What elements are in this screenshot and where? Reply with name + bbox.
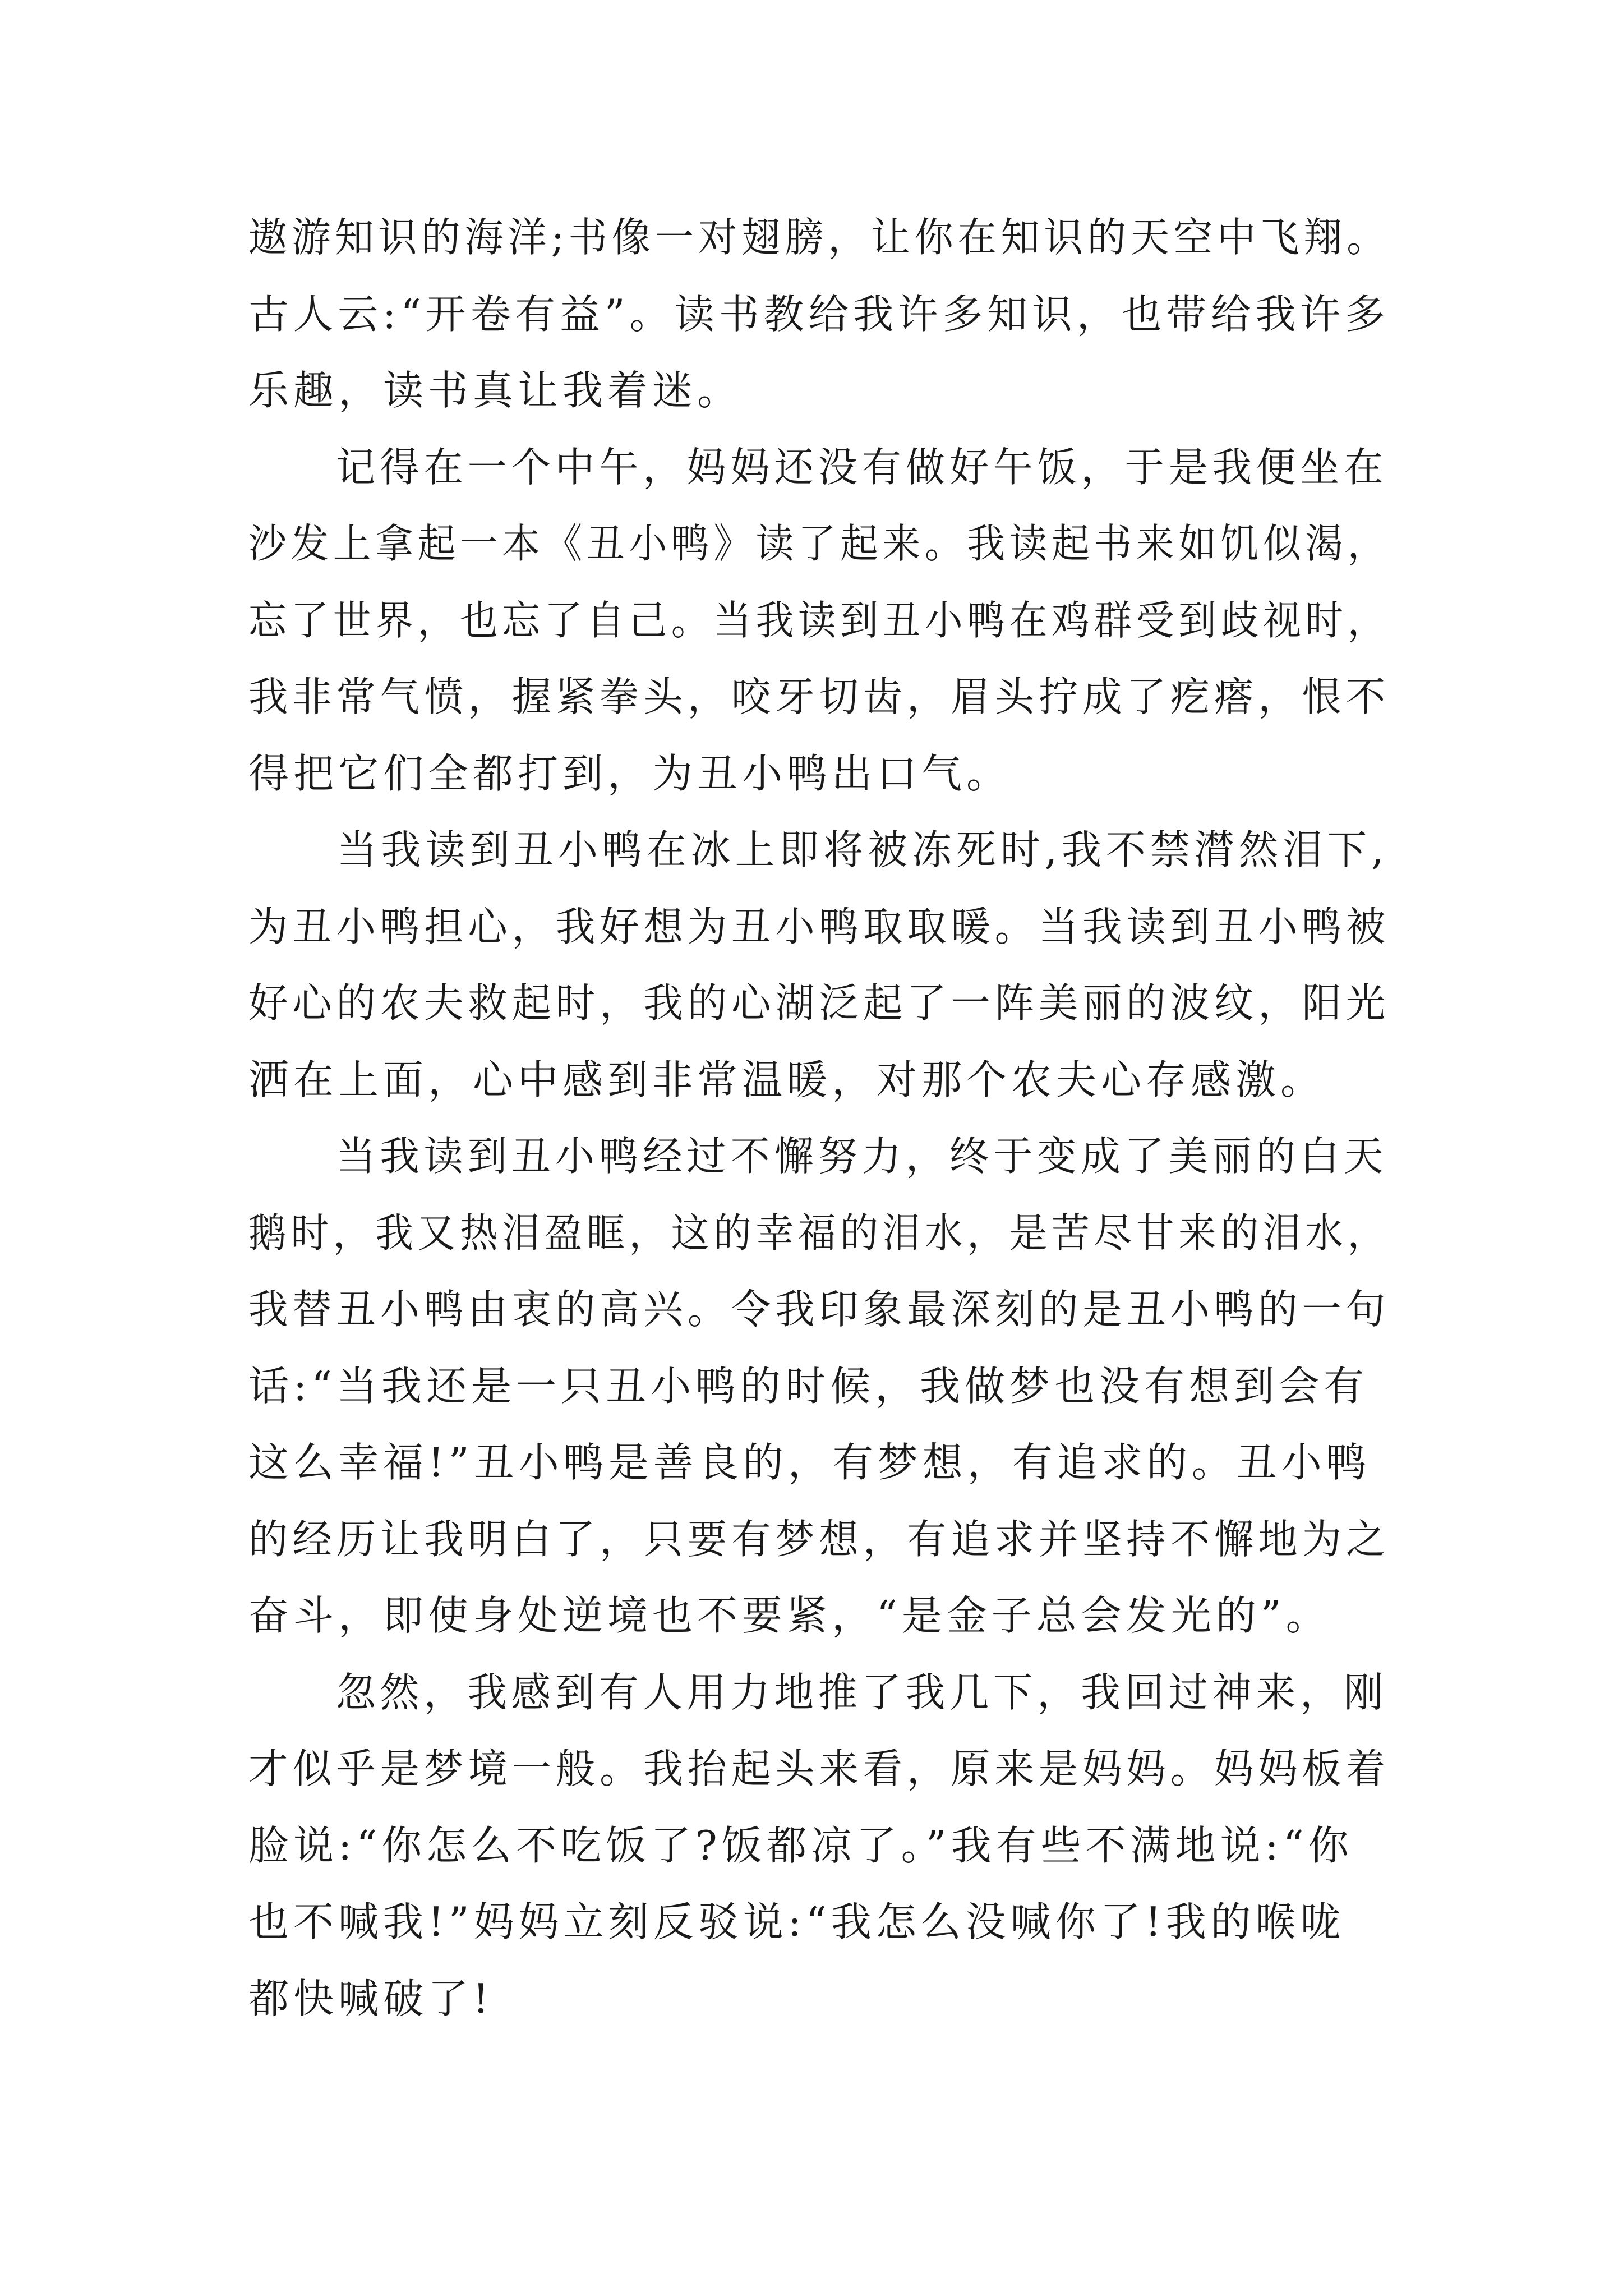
text-line: 为丑小鸭担心，我好想为丑小鸭取取暖。当我读到丑小鸭被 [248,903,1390,950]
text-line: 奋斗，即使身处逆境也不要紧，“是金子总会发光的”。 [248,1592,1331,1639]
text-line: 沙发上拿起一本《丑小鸭》读了起来。我读起书来如饥似渴， [248,520,1390,567]
text-line: 古人云:“开卷有益”。读书教给我许多知识，也带给我许多 [248,290,1390,338]
essay-text [248,199,1390,2037]
text-line: 才似乎是梦境一般。我抬起头来看，原来是妈妈。妈妈板着 [248,1745,1390,1792]
text-line: 我非常气愤，握紧拳头，咬牙切齿，眉头拧成了疙瘩，恨不 [248,673,1390,720]
text-line: 这么幸福!”丑小鸭是善良的，有梦想，有追求的。丑小鸭 [248,1439,1371,1486]
text-line: 话:“当我还是一只丑小鸭的时候，我做梦也没有想到会有 [248,1362,1369,1410]
paragraph-first-line: 当我读到丑小鸭在冰上即将被冻死时,我不禁潸然泪下, [336,826,1389,873]
text-line: 我替丑小鸭由衷的高兴。令我印象最深刻的是丑小鸭的一句 [248,1286,1390,1333]
text-line: 都快喊破了! [248,1975,494,2022]
paragraph-first-line: 当我读到丑小鸭经过不懈努力，终于变成了美丽的白天 [336,1133,1388,1180]
text-line: 得把它们全都打到，为丑小鸭出口气。 [248,749,1012,797]
text-line: 脸说:“你怎么不吃饭了?饭都凉了。”我有些不满地说:“你 [248,1821,1353,1869]
text-line: 鹅时，我又热泪盈眶，这的幸福的泪水，是苦尽甘来的泪水， [248,1209,1390,1257]
text-line: 遨游知识的海洋;书像一对翅膀，让你在知识的天空中飞翔。 [248,214,1390,261]
text-line: 的经历让我明白了，只要有梦想，有追求并坚持不懈地为之 [248,1515,1390,1563]
paragraph-first-line: 忽然，我感到有人用力地推了我几下，我回过神来，刚 [336,1668,1388,1716]
text-line: 洒在上面，心中感到非常温暖，对那个农夫心存感激。 [248,1056,1326,1103]
paragraph-first-line: 记得在一个中午，妈妈还没有做好午饭，于是我便坐在 [336,443,1388,491]
text-line: 乐趣，读书真让我着迷。 [248,367,743,414]
text-line: 好心的农夫救起时，我的心湖泛起了一阵美丽的波纹，阳光 [248,979,1390,1027]
text-line: 忘了世界，也忘了自己。当我读到丑小鸭在鸡群受到歧视时， [248,596,1390,644]
text-line: 也不喊我!”妈妈立刻反驳说:“我怎么没喊你了!我的喉咙 [248,1898,1345,1945]
